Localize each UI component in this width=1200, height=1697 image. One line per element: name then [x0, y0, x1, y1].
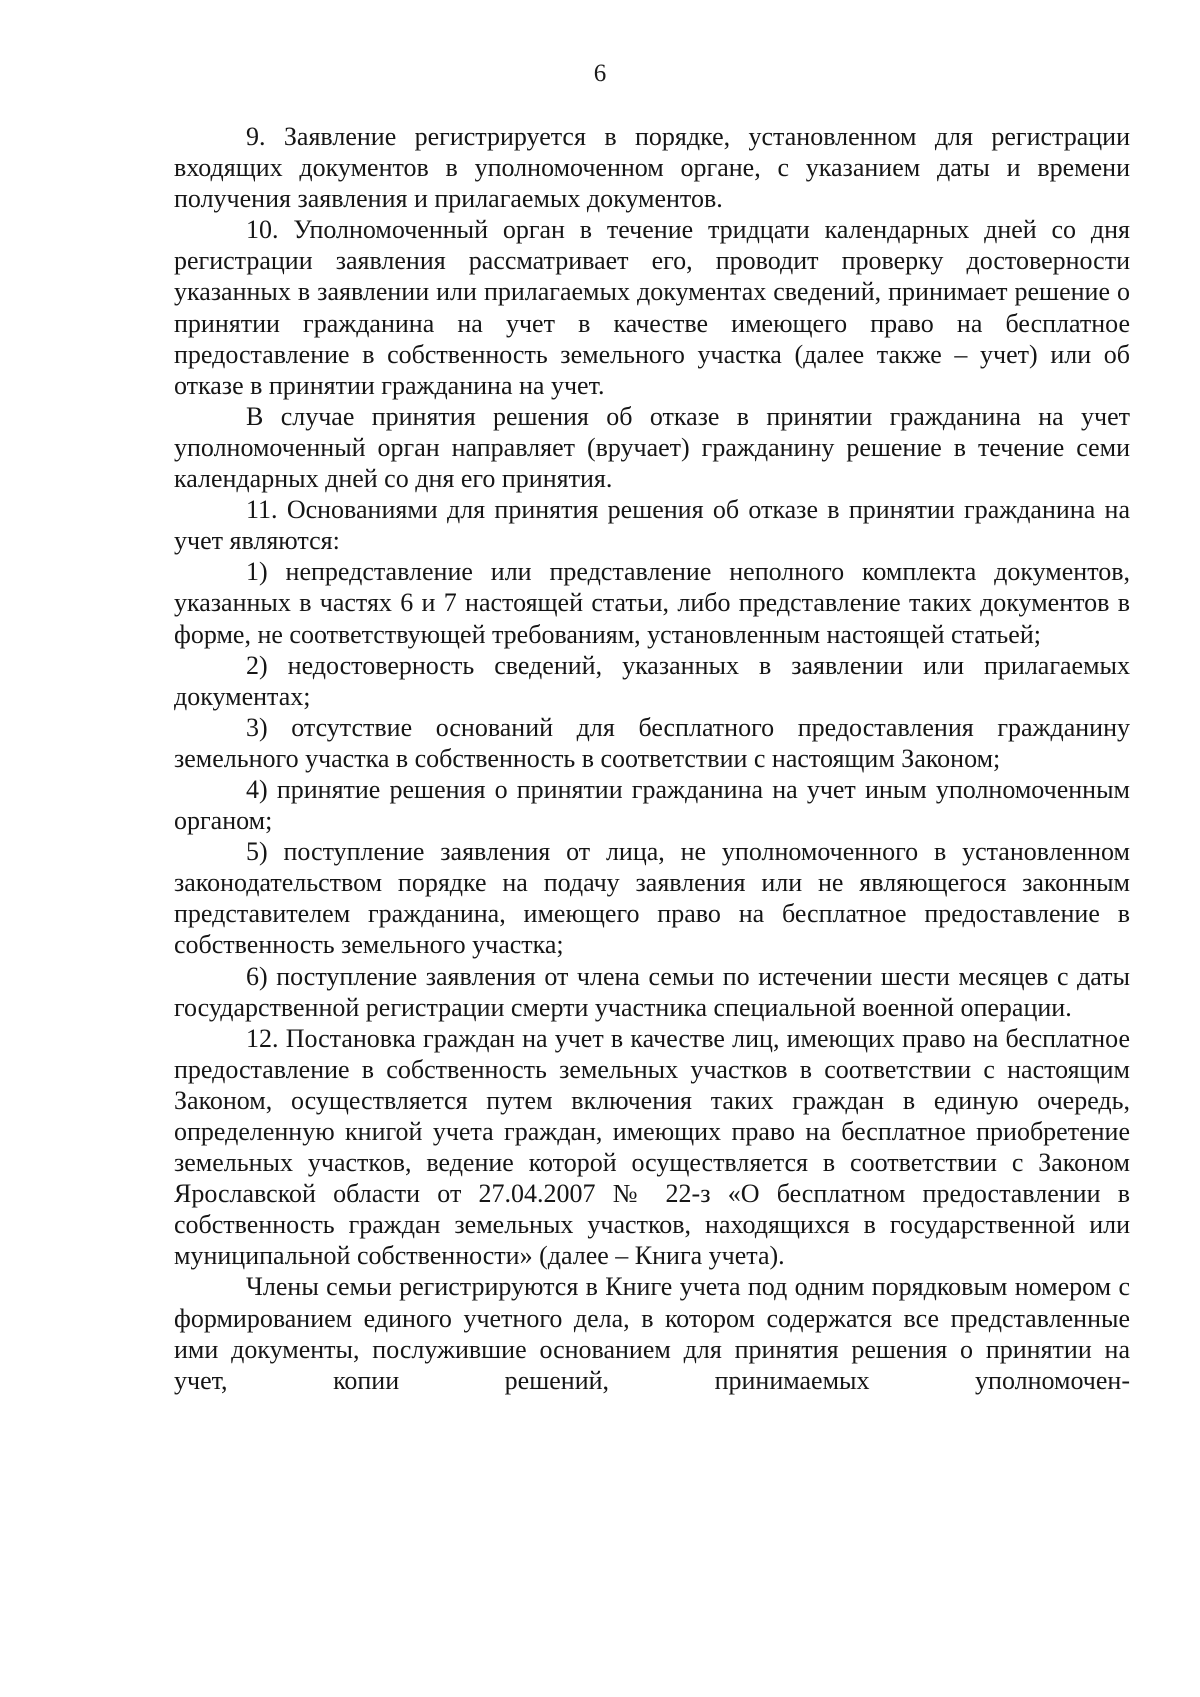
- paragraph-10-refusal-notice: В случае принятия решения об отказе в принятии гражданина на учет уполномоченный орган направляет (вручает) гражданину решение в течение семи календарных дней со дня его принятия.: [174, 401, 1130, 494]
- paragraph-12-family-members: Члены семьи регистрируются в Книге учета под одним порядковым номером с формированием единого учетного дела, в котором содержатся все представленные ими документы, послужившие основанием для принятия решения о принятии на учет, копии решений, принимаемых уполномочен-: [174, 1272, 1130, 1395]
- paragraph-11-item-1: 1) непредставление или представление неполного комплекта документов, указанных в частях 6 и 7 настоящей статьи, либо представление таких документов в форме, не соответствующей требованиям, установленным настоящей статьей;: [174, 557, 1130, 649]
- paragraph-11-item-3: 3) отсутствие оснований для бесплатного предоставления гражданину земельного участка в собственность в соответствии с настоящим Законом;: [174, 712, 1130, 773]
- page-number: 6: [593, 60, 607, 87]
- paragraph-11-item-2: 2) недостоверность сведений, указанных в заявлении или прилагаемых документах;: [174, 650, 1130, 711]
- document-body: [174, 121, 1130, 1396]
- paragraph-11-item-5: 5) поступление заявления от лица, не уполномоченного в установленном законодательством порядке на подачу заявления или не являющегося законным представителем гражданина, имеющего право на бесплатное предоставление в собственность земельного участка;: [174, 837, 1130, 960]
- paragraph-11: 11. Основаниями для принятия решения об отказе в принятии гражданина на учет являются:: [174, 495, 1130, 556]
- paragraph-12: 12. Постановка граждан на учет в качестве лиц, имеющих право на бесплатное предоставление в собственность земельных участков в соответствии с настоящим Законом, осуществляется путем включения таких граждан в единую очередь, определенную книгой учета граждан, имеющих право на бесплатное приобретение земельных участков, ведение которой осуществляется в соответствии с Законом Ярославской области от 27.04.2007 № 22-з «О бесплатном предоставлении в собственность граждан земельных участков, находящихся в государственной или муниципальной собственности» (далее – Книга учета).: [174, 1023, 1130, 1271]
- paragraph-9: 9. Заявление регистрируется в порядке, установленном для регистрации входящих документов в уполномоченном органе, с указанием даты и времени получения заявления и прилагаемых документов.: [174, 122, 1130, 214]
- paragraph-11-item-4: 4) принятие решения о принятии гражданина на учет иным уполномоченным органом;: [174, 774, 1130, 836]
- paragraph-11-item-6: 6) поступление заявления от члена семьи по истечении шести месяцев с даты государственной регистрации смерти участника специальной военной операции.: [174, 961, 1130, 1022]
- paragraph-10: 10. Уполномоченный орган в течение тридцати календарных дней со дня регистрации заявления рассматривает его, проводит проверку достоверности указанных в заявлении или прилагаемых документах сведений, принимает решение о принятии гражданина на учет в качестве имеющего право на бесплатное предоставление в собственность земельного участка (далее также – учет) или об отказе в принятии гражданина на учет.: [174, 215, 1130, 400]
